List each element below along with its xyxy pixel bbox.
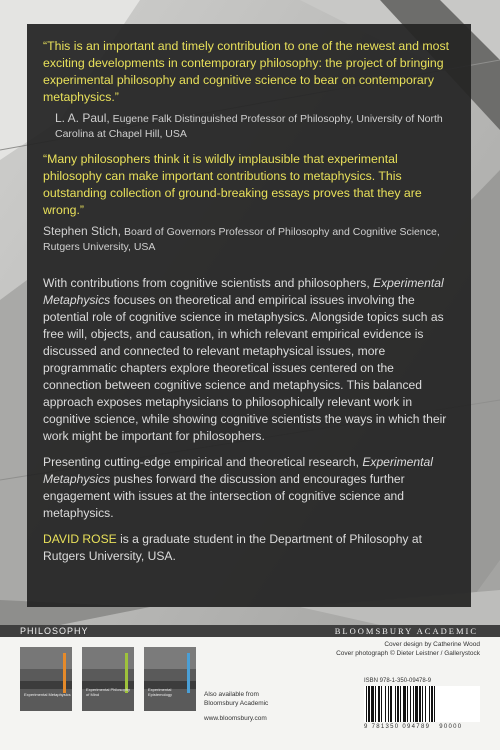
addon-digits: 90000 [439,724,463,730]
ean-digits: 9 781350 094789 [364,724,431,730]
endorsement-quote-2: “Many philosophers think it is wildly implausible that experimental philosophy can make important contributions to metaphysics. This outstanding collection of ground-breaking essays proves that they are wrong.” [43,152,422,217]
description-text: pushes forward the discussion and encourages further engagement with issues at the intersection of cognitive science and metaphysics. [43,472,405,520]
endorsement-attribution-1 [55,111,455,142]
subject-bar [0,625,500,637]
endorsement-attribution-2 [43,224,455,255]
series-thumbnail-2 [82,647,134,711]
description-paragraph-2 [43,454,455,522]
thumbnail-title: Experimental Philosophy of Mind [86,687,131,697]
also-line-1: Also available from [204,691,259,698]
thumbnail-title: Experimental Epistemology [148,687,173,697]
barcode-digits [364,724,462,730]
description-text: Presenting cutting-edge empirical and theoretical research, [43,455,363,469]
back-cover-text-panel [27,24,471,607]
description-text: focuses on theoretical and empirical issues involving the potential role of cognitive science in metaphysics. Alongside topics such as free will, objects, and causation, in which relevant empirical evidence is discussed and connected to relevant metaphysical issues, more programmatic chapters explore theoretical issues centered on the connection between cognitive science and metaphysics. This balanced approach exposes metaphysicians to philosophically relevant work in cognitive science, while showing cognitive scientists the ways in which their work might be important for philosophers. [43,293,447,443]
thumbnail-accent [63,653,66,693]
publisher-url[interactable]: www.bloomsbury.com [204,715,267,722]
subject-category: PHILOSOPHY [20,626,89,636]
description-paragraph-1 [43,275,455,445]
endorser-name: L. A. Paul, [55,111,110,125]
endorsement-quote-1: “This is an important and timely contribution to one of the newest and most exciting developments in contemporary philosophy: the project of bringing experimental philosophy and cognitive science to bear on contemporary metaphysics.” [43,39,450,104]
endorser-title: Eugene Falk Distinguished Professor of Philosophy, University of North Carolina at Chapel Hill, USA [55,113,443,140]
photo-credit: Cover photograph © Dieter Leistner / Gallerystock [336,649,480,657]
series-thumbnail-1 [20,647,72,711]
publisher-name: BLOOMSBURY ACADEMIC [334,626,478,636]
book-title-italic: Experimental Metaphysics [43,455,433,486]
isbn-barcode [364,686,480,722]
description-text: With contributions from cognitive scientists and philosophers, [43,276,374,290]
author-name: DAVID ROSE [43,532,117,546]
author-bio [43,531,455,565]
thumbnail-title: Experimental Metaphysics [24,692,71,697]
endorser-name: Stephen Stich, [43,224,122,238]
endorser-title: Board of Governors Professor of Philosophy and Cognitive Science, Rutgers University, USA [43,226,440,253]
also-available-note [204,690,268,723]
author-bio-text: is a graduate student in the Department of Philosophy at Rutgers University, USA. [43,532,422,563]
also-line-2: Bloomsbury Academic [204,700,269,707]
isbn-label: ISBN 978-1-350-09478-9 [364,678,432,684]
series-thumbnail-3 [144,647,196,711]
book-title-italic: Experimental Metaphysics [43,276,444,307]
design-credit: Cover design by Catherine Wood [384,641,480,648]
cover-credits [336,641,480,658]
